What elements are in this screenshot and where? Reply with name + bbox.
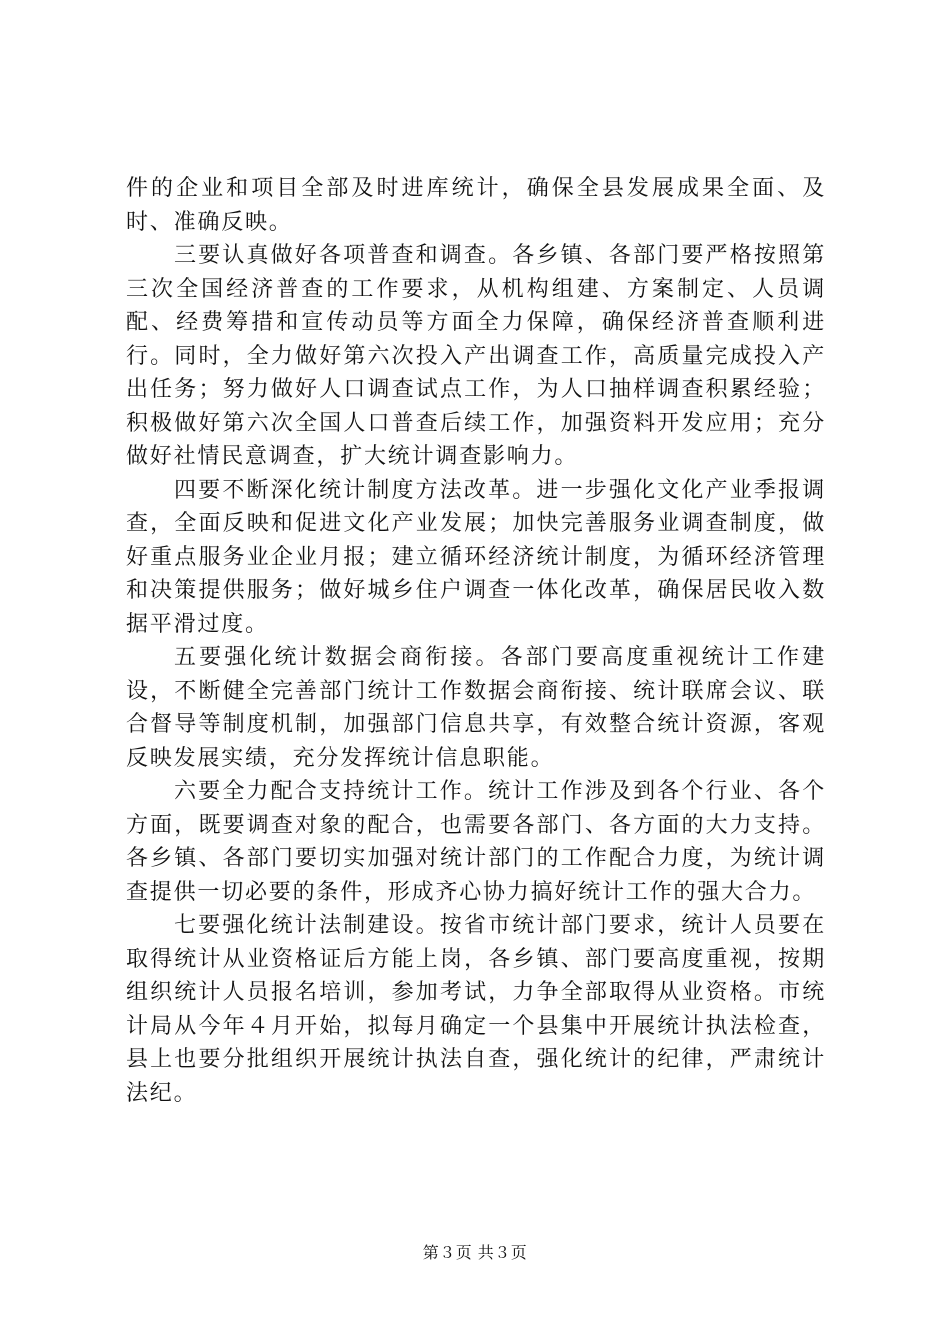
paragraph-data-coordination: 五要强化统计数据会商衔接。各部门要高度重视统计工作建设，不断健全完善部门统计工作数据会商衔接、统计联席会议、联合督导等制度机制，加强部门信息共享，有效整合统计资源，客观反映发展实绩，充分发挥统计信息职能。 [126,645,826,771]
paragraph-continuation: 件的企业和项目全部及时进库统计，确保全县发展成果全面、及时、准确反映。 [126,176,826,235]
page-number-footer: 第３页 共３页 [422,1243,528,1262]
paragraph-support: 六要全力配合支持统计工作。统计工作涉及到各个行业、各个方面，既要调查对象的配合，也需要各部门、各方面的大力支持。各乡镇、各部门要切实加强对统计部门的工作配合力度，为统计调查提供一切必要的条件，形成齐心协力搞好统计工作的强大合力。 [126,779,826,905]
document-body [126,172,826,1110]
paragraph-reform: 四要不断深化统计制度方法改革。进一步强化文化产业季报调查，全面反映和促进文化产业发展；加快完善服务业调查制度，做好重点服务业企业月报；建立循环经济统计制度，为循环经济管理和决策提供服务；做好城乡住户调查一体化改革，确保居民收入数据平滑过度。 [126,477,826,637]
paragraph-legal: 七要强化统计法制建设。按省市统计部门要求，统计人员要在取得统计从业资格证后方能上岗，各乡镇、部门要高度重视，按期组织统计人员报名培训，参加考试，力争全部取得从业资格。市统计局从今年４月开始，拟每月确定一个县集中开展统计执法检查，县上也要分批组织开展统计执法自查，强化统计的纪律，严肃统计法纪。 [126,913,826,1106]
paragraph-surveys: 三要认真做好各项普查和调查。各乡镇、各部门要严格按照第三次全国经济普查的工作要求，从机构组建、方案制定、人员调配、经费筹措和宣传动员等方面全力保障，确保经济普查顺利进行。同时，全力做好第六次投入产出调查工作，高质量完成投入产出任务；努力做好人口调查试点工作，为人口抽样调查积累经验；积极做好第六次全国人口普查后续工作，加强资料开发应用；充分做好社情民意调查，扩大统计调查影响力。 [126,243,826,469]
